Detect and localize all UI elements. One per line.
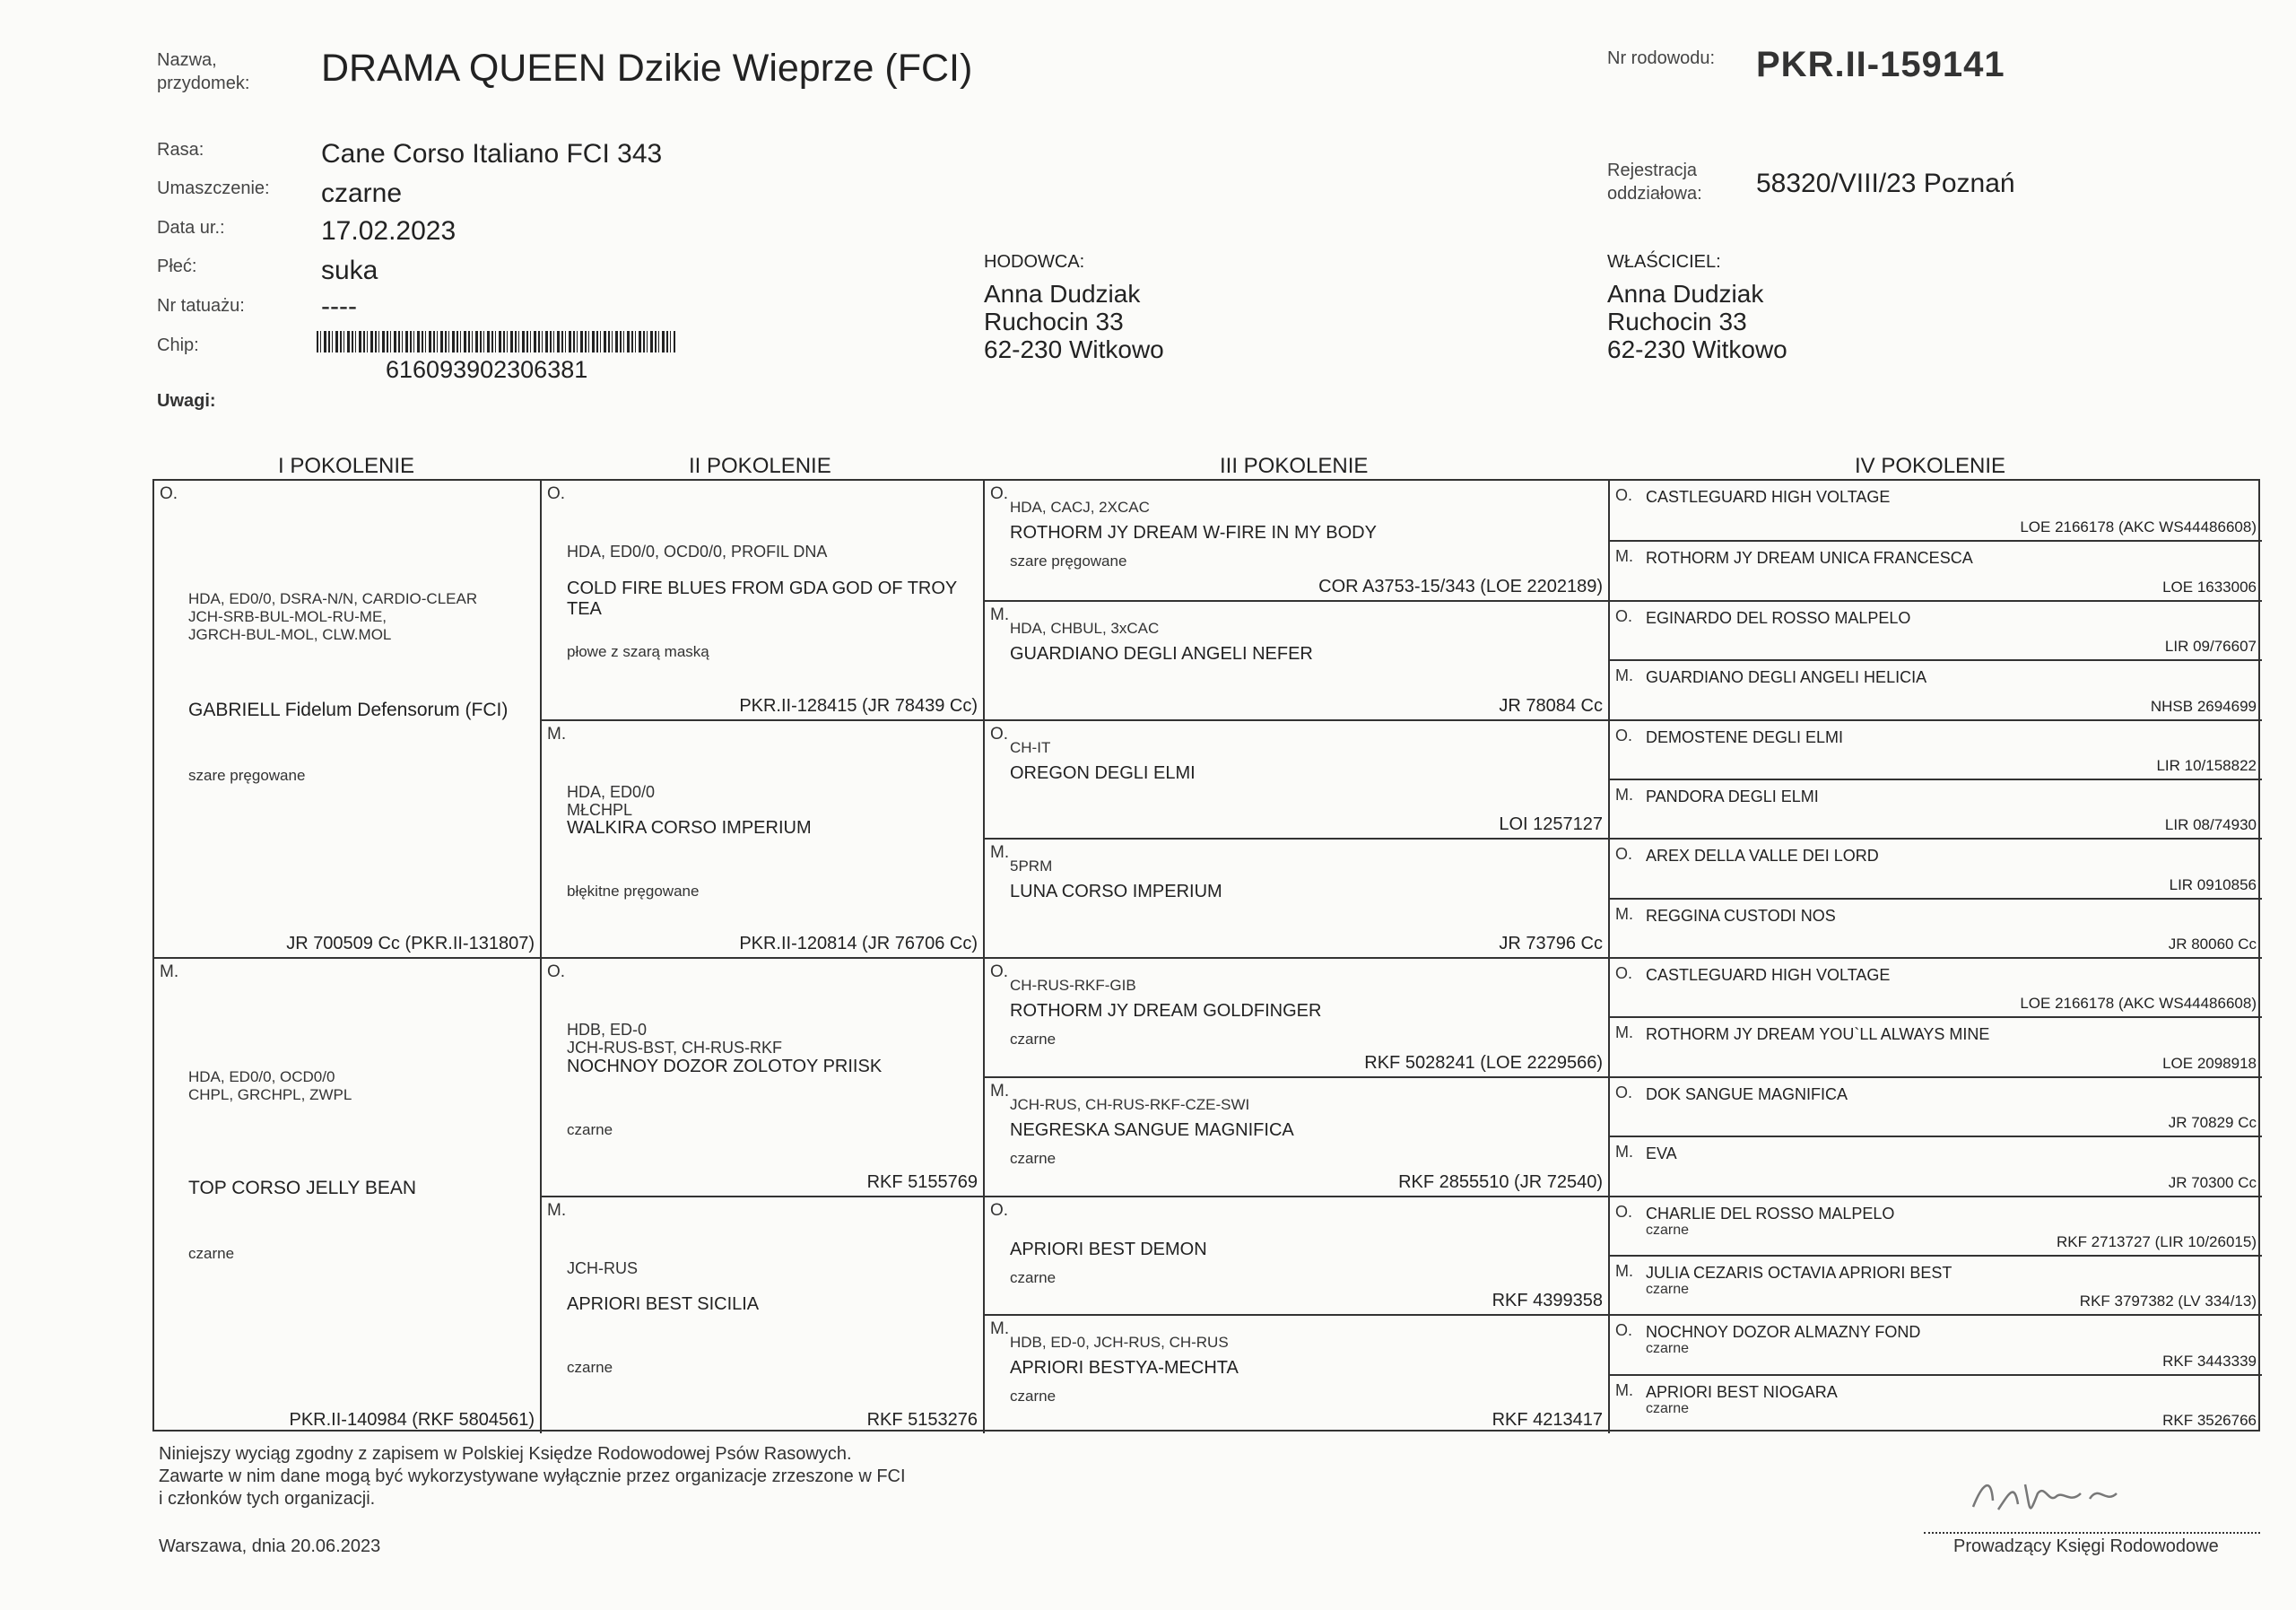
pedigree-cell-gen4 bbox=[1608, 1374, 2262, 1433]
registration-number: RKF 5155769 bbox=[866, 1171, 978, 1192]
signature-role: Prowadzący Księgi Rodowodowe bbox=[1953, 1536, 2219, 1556]
dog-name: GUARDIANO DEGLI ANGELI NEFER bbox=[1010, 643, 1313, 664]
dog-name: NOCHNOY DOZOR ZOLOTOY PRIISK bbox=[567, 1056, 883, 1076]
pedigree-cell-gen3 bbox=[983, 957, 1608, 1076]
registration-number: PKR.II-140984 (RKF 5804561) bbox=[289, 1410, 535, 1430]
sex-marker: O. bbox=[1615, 964, 1633, 982]
registration-number: JR 73796 Cc bbox=[1499, 934, 1603, 953]
titles: HDA, ED0/0, DSRA-N/N, CARDIO-CLEAR JCH-SRB-BUL-MOL-RU-ME, JGRCH-BUL-MOL, CLW.MOL bbox=[188, 590, 478, 644]
dog-name: GUARDIANO DEGLI ANGELI HELICIA bbox=[1646, 668, 1927, 687]
registration-number: LIR 0910856 bbox=[2169, 875, 2257, 893]
pedigree-cell-gen1 bbox=[154, 481, 540, 957]
registration-number: JR 70300 Cc bbox=[2168, 1173, 2257, 1191]
tattoo-label: Nr tatuażu: bbox=[157, 296, 245, 316]
dog-name: NEGRESKA SANGUE MAGNIFICA bbox=[1010, 1119, 1294, 1140]
pedigree-cell-gen3 bbox=[983, 1314, 1608, 1433]
sex-marker: M. bbox=[990, 1081, 1010, 1101]
pedigree-cell-gen4 bbox=[1608, 540, 2262, 599]
dog-name: CASTLEGUARD HIGH VOLTAGE bbox=[1646, 488, 1891, 506]
registration-number: JR 78084 Cc bbox=[1499, 695, 1603, 716]
dog-name: APRIORI BESTYA-MECHTA bbox=[1010, 1358, 1239, 1379]
sex-value: suka bbox=[321, 256, 378, 285]
footer-line-1: Niniejszy wyciąg zgodny z zapisem w Polskiej Księdze Rodowodowej Psów Rasowych. bbox=[159, 1444, 852, 1464]
titles: CH-IT bbox=[1010, 738, 1051, 756]
sex-marker: M. bbox=[547, 1200, 567, 1220]
registration-number: LOI 1257127 bbox=[1499, 814, 1603, 835]
pedigree-cell-gen3 bbox=[983, 1076, 1608, 1196]
coat-color: czarne bbox=[1646, 1400, 1690, 1416]
dog-name: NOCHNOY DOZOR ALMAZNY FOND bbox=[1646, 1323, 1921, 1342]
dog-name: EVA bbox=[1646, 1144, 1677, 1163]
footer-statement bbox=[159, 1443, 906, 1510]
name-label-line2: przydomek: bbox=[157, 74, 250, 93]
owner-address bbox=[1607, 280, 1787, 363]
pedigree-cell-gen4 bbox=[1608, 957, 2262, 1016]
registration-number: PKR.II-128415 (JR 78439 Cc) bbox=[739, 695, 978, 716]
pedigree-cell-gen3 bbox=[983, 600, 1608, 719]
pedigree-cell-gen4 bbox=[1608, 1314, 2262, 1373]
registration-number: RKF 2855510 (JR 72540) bbox=[1398, 1171, 1603, 1192]
titles: JCH-RUS, CH-RUS-RKF-CZE-SWI bbox=[1010, 1095, 1250, 1113]
pedigree-cell-gen4 bbox=[1608, 838, 2262, 897]
pedigree-cell-gen2 bbox=[540, 719, 983, 958]
pedigree-cell-gen4 bbox=[1608, 1255, 2262, 1314]
dog-name: ROTHORM JY DREAM YOU`LL ALWAYS MINE bbox=[1646, 1025, 1990, 1044]
coat-color: czarne bbox=[567, 1359, 613, 1377]
registration-number: RKF 5153276 bbox=[866, 1410, 978, 1430]
titles: 5PRM bbox=[1010, 857, 1053, 875]
dog-name: JULIA CEZARIS OCTAVIA APRIORI BEST bbox=[1646, 1263, 1952, 1282]
sex-marker: O. bbox=[1615, 486, 1633, 504]
registration-number: PKR.II-120814 (JR 76706 Cc) bbox=[739, 934, 978, 953]
registration-number: RKF 3443339 bbox=[2162, 1352, 2257, 1370]
sex-marker: O. bbox=[990, 962, 1009, 981]
registration-number: RKF 3526766 bbox=[2162, 1412, 2257, 1429]
pedigree-cell-gen4 bbox=[1608, 1196, 2262, 1255]
sex-marker: M. bbox=[1615, 904, 1633, 923]
registration-number: JR 80060 Cc bbox=[2168, 936, 2257, 953]
dog-name: REGGINA CUSTODI NOS bbox=[1646, 906, 1836, 925]
generation-header-1: I POKOLENIE bbox=[278, 454, 415, 478]
coat-color: czarne bbox=[1646, 1222, 1690, 1238]
registration-number: LIR 10/158822 bbox=[2156, 756, 2257, 774]
registration-number: LOE 2098918 bbox=[2162, 1054, 2257, 1072]
pedigree-cell-gen1 bbox=[154, 957, 540, 1433]
dog-name: ROTHORM JY DREAM W-FIRE IN MY BODY bbox=[1010, 523, 1377, 543]
coat-color: czarne bbox=[1010, 1149, 1057, 1167]
pedigree-label: Nr rodowodu: bbox=[1607, 48, 1716, 68]
sex-marker: M. bbox=[1615, 1023, 1633, 1042]
pedigree-cell-gen2 bbox=[540, 481, 983, 719]
registration-number: NHSB 2694699 bbox=[2150, 697, 2257, 715]
sex-marker: O. bbox=[1615, 1083, 1633, 1101]
coat-color: czarne bbox=[1646, 1341, 1690, 1357]
color-label: Umaszczenie: bbox=[157, 178, 270, 198]
sex-marker: M. bbox=[1615, 1143, 1633, 1162]
pedigree-cell-gen4 bbox=[1608, 481, 2262, 540]
birth-date-value: 17.02.2023 bbox=[321, 216, 457, 246]
pedigree-cell-gen4 bbox=[1608, 659, 2262, 718]
pedigree-cell-gen2 bbox=[540, 1196, 983, 1434]
registration-number: RKF 4399358 bbox=[1492, 1291, 1603, 1311]
sex-marker: M. bbox=[160, 962, 179, 981]
signature-line bbox=[1924, 1532, 2260, 1534]
dog-name: ROTHORM JY DREAM UNICA FRANCESCA bbox=[1646, 549, 1973, 568]
titles: HDB, ED-0 JCH-RUS-BST, CH-RUS-RKF bbox=[567, 1021, 782, 1057]
sex-marker: O. bbox=[990, 724, 1009, 744]
sex-marker: M. bbox=[1615, 1261, 1633, 1280]
generation-header-4: IV POKOLENIE bbox=[1855, 454, 2006, 478]
pedigree-cell-gen4 bbox=[1608, 1076, 2262, 1136]
dog-name: TOP CORSO JELLY BEAN bbox=[188, 1178, 417, 1199]
registration-number: LIR 08/74930 bbox=[2164, 816, 2257, 834]
signature bbox=[1955, 1458, 2188, 1520]
dog-name: APRIORI BEST NIOGARA bbox=[1646, 1382, 1838, 1401]
dog-name: DRAMA QUEEN Dzikie Wieprze (FCI) bbox=[321, 47, 973, 90]
coat-color: płowe z szarą maską bbox=[567, 642, 709, 660]
titles: JCH-RUS bbox=[567, 1258, 638, 1277]
sex-marker: O. bbox=[1615, 726, 1633, 744]
titles: HDA, ED0/0, OCD0/0, PROFIL DNA bbox=[567, 543, 828, 561]
coat-color: czarne bbox=[1010, 1268, 1057, 1286]
registration-number: COR A3753-15/343 (LOE 2202189) bbox=[1318, 576, 1603, 596]
owner-city: 62-230 Witkowo bbox=[1607, 335, 1787, 363]
coat-color: czarne bbox=[1646, 1281, 1690, 1297]
registration-number: RKF 4213417 bbox=[1492, 1410, 1603, 1430]
coat-color: szare pręgowane bbox=[1010, 553, 1127, 570]
notes-label: Uwagi: bbox=[157, 391, 216, 411]
pedigree-cell-gen4 bbox=[1608, 719, 2262, 779]
place-date: Warszawa, dnia 20.06.2023 bbox=[159, 1536, 381, 1556]
pedigree-cell-gen4 bbox=[1608, 1136, 2262, 1195]
registration-number: RKF 2713727 (LIR 10/26015) bbox=[2056, 1232, 2257, 1250]
pedigree-number: PKR.II-159141 bbox=[1756, 45, 2005, 84]
coat-color: czarne bbox=[1010, 1031, 1057, 1048]
registration-label-line1: Rejestracja bbox=[1607, 161, 1698, 180]
registration-value: 58320/VIII/23 Poznań bbox=[1756, 169, 2015, 198]
dog-name: WALKIRA CORSO IMPERIUM bbox=[567, 818, 812, 839]
breed-label: Rasa: bbox=[157, 140, 204, 160]
dog-name: PANDORA DEGLI ELMI bbox=[1646, 787, 1819, 805]
sex-marker: O. bbox=[160, 484, 178, 503]
pedigree-table bbox=[152, 479, 2260, 1432]
chip-value: 616093902306381 bbox=[386, 356, 588, 383]
coat-color: czarne bbox=[1010, 1388, 1057, 1405]
pedigree-cell-gen4 bbox=[1608, 1016, 2262, 1075]
breed-value: Cane Corso Italiano FCI 343 bbox=[321, 139, 663, 169]
sex-marker: O. bbox=[990, 484, 1009, 503]
owner-name: Anna Dudziak bbox=[1607, 280, 1764, 308]
dog-name: APRIORI BEST DEMON bbox=[1010, 1239, 1207, 1259]
dog-name: ROTHORM JY DREAM GOLDFINGER bbox=[1010, 1001, 1322, 1021]
dog-name: DOK SANGUE MAGNIFICA bbox=[1646, 1084, 1848, 1103]
dog-name: CHARLIE DEL ROSSO MALPELO bbox=[1646, 1204, 1895, 1223]
registration-number: JR 70829 Cc bbox=[2168, 1114, 2257, 1132]
coat-color: błękitne pręgowane bbox=[567, 883, 700, 901]
breeder-address bbox=[984, 280, 1164, 363]
registration-number: RKF 5028241 (LOE 2229566) bbox=[1364, 1052, 1603, 1073]
coat-color: szare pręgowane bbox=[188, 766, 306, 784]
dog-name: COLD FIRE BLUES FROM GDA GOD OF TROY TEA bbox=[567, 578, 957, 619]
generation-header-2: II POKOLENIE bbox=[689, 454, 831, 478]
tattoo-value: ---- bbox=[321, 292, 357, 321]
registration-number: LOE 2166178 (AKC WS44486608) bbox=[2020, 995, 2257, 1013]
titles: HDA, CACJ, 2XCAC bbox=[1010, 499, 1150, 516]
dog-name: DEMOSTENE DEGLI ELMI bbox=[1646, 727, 1844, 746]
sex-marker: M. bbox=[1615, 547, 1633, 566]
dog-name: EGINARDO DEL ROSSO MALPELO bbox=[1646, 608, 1911, 627]
sex-marker: M. bbox=[990, 605, 1010, 624]
titles: HDA, ED0/0 MŁCHPL bbox=[567, 782, 656, 819]
color-value: czarne bbox=[321, 178, 403, 208]
name-label bbox=[157, 48, 249, 95]
chip-label: Chip: bbox=[157, 335, 199, 355]
sex-label: Płeć: bbox=[157, 257, 197, 276]
sex-marker: O. bbox=[547, 962, 566, 981]
breeder-label: HODOWCA: bbox=[984, 252, 1085, 272]
dog-name: AREX DELLA VALLE DEI LORD bbox=[1646, 847, 1879, 866]
dog-name: OREGON DEGLI ELMI bbox=[1010, 762, 1196, 783]
titles: HDA, CHBUL, 3xCAC bbox=[1010, 619, 1160, 637]
birth-date-label: Data ur.: bbox=[157, 218, 225, 238]
footer-line-3: i członków tych organizacji. bbox=[159, 1489, 376, 1509]
pedigree-cell-gen3 bbox=[983, 719, 1608, 839]
coat-color: czarne bbox=[567, 1120, 613, 1138]
titles: HDA, ED0/0, OCD0/0 CHPL, GRCHPL, ZWPL bbox=[188, 1068, 352, 1104]
titles: CH-RUS-RKF-GIB bbox=[1010, 977, 1136, 994]
breeder-street: Ruchocin 33 bbox=[984, 308, 1124, 335]
sex-marker: O. bbox=[1615, 1202, 1633, 1221]
sex-marker: O. bbox=[990, 1200, 1009, 1220]
chip-barcode bbox=[317, 331, 675, 352]
sex-marker: M. bbox=[1615, 666, 1633, 685]
registration-number: JR 700509 Cc (PKR.II-131807) bbox=[286, 934, 535, 953]
pedigree-cell-gen3 bbox=[983, 1196, 1608, 1315]
registration-number: LOE 2166178 (AKC WS44486608) bbox=[2020, 518, 2257, 536]
registration-number: LOE 1633006 bbox=[2162, 578, 2257, 596]
sex-marker: O. bbox=[1615, 606, 1633, 625]
dog-name: CASTLEGUARD HIGH VOLTAGE bbox=[1646, 966, 1891, 984]
registration-label-line2: oddziałowa: bbox=[1607, 184, 1702, 204]
sex-marker: M. bbox=[990, 843, 1010, 863]
registration-number: RKF 3797382 (LV 334/13) bbox=[2079, 1292, 2257, 1310]
pedigree-cell-gen3 bbox=[983, 838, 1608, 957]
generation-header-3: III POKOLENIE bbox=[1220, 454, 1369, 478]
pedigree-cell-gen2 bbox=[540, 957, 983, 1196]
name-label-line1: Nazwa, bbox=[157, 50, 217, 70]
coat-color: czarne bbox=[188, 1244, 235, 1262]
sex-marker: M. bbox=[547, 724, 567, 744]
owner-label: WŁAŚCICIEL: bbox=[1607, 252, 1721, 272]
titles: HDB, ED-0, JCH-RUS, CH-RUS bbox=[1010, 1334, 1229, 1352]
owner-street: Ruchocin 33 bbox=[1607, 308, 1747, 335]
breeder-name: Anna Dudziak bbox=[984, 280, 1141, 308]
breeder-city: 62-230 Witkowo bbox=[984, 335, 1164, 363]
dog-name: GABRIELL Fidelum Defensorum (FCI) bbox=[188, 700, 509, 721]
dog-name: APRIORI BEST SICILIA bbox=[567, 1294, 760, 1315]
pedigree-cell-gen4 bbox=[1608, 779, 2262, 838]
registration-number: LIR 09/76607 bbox=[2164, 638, 2257, 656]
pedigree-cell-gen3 bbox=[983, 481, 1608, 600]
pedigree-cell-gen4 bbox=[1608, 600, 2262, 659]
dog-name: LUNA CORSO IMPERIUM bbox=[1010, 882, 1222, 902]
footer-line-2: Zawarte w nim dane mogą być wykorzystywane wyłącznie przez organizacje zrzeszone w FCI bbox=[159, 1466, 906, 1486]
sex-marker: O. bbox=[547, 484, 566, 503]
pedigree-cell-gen4 bbox=[1608, 898, 2262, 957]
registration-label bbox=[1607, 159, 1702, 205]
sex-marker: M. bbox=[1615, 785, 1633, 804]
sex-marker: M. bbox=[990, 1319, 1010, 1339]
sex-marker: O. bbox=[1615, 845, 1633, 864]
sex-marker: M. bbox=[1615, 1380, 1633, 1399]
sex-marker: O. bbox=[1615, 1321, 1633, 1340]
